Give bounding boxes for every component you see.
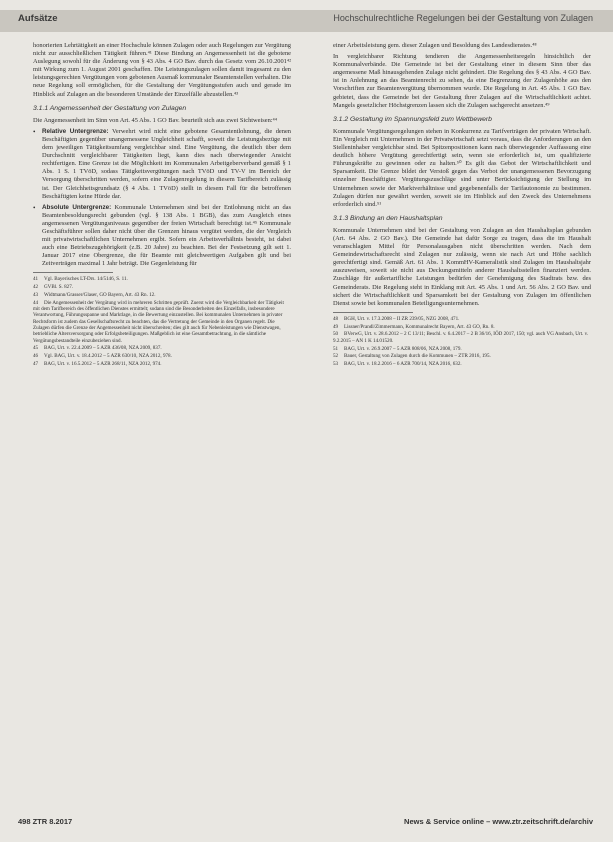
bullet-text: Kommunale Unternehmen sind bei der Entlohnung nicht an das Beamtenbesoldungsrecht gebunden (vgl. § 138 Abs. 1 BGB), das zum Ausgleich eines angemessenen Vergütungsniveaus gegenüber der freien Wirtschaft berechtigt ist.⁴⁵ Kommunale Geschäftsführer sollen daher nicht über die Grenzen hinaus vergütet werden, die der Vergleich mit privatwirtschaftlichen Unternehmen ergibt. Sofern ein Arbeitsverhältnis besteht, ist dabei auch eine Betriebszugehörigkeit (z.B. 20 Jahre) zu beachten. Bei der Festsetzung gilt seit 1. Januar 2017 eine Obergrenze, die für Beamte mit gleichwertigen Aufgaben gilt und bei Zeitverträgen maximal 1 Jahr beträgt. Die Gegenleistung für <box>42 203 291 268</box>
paragraph: einer Arbeitsleistung gem. dieser Zulagen und Besoldung des Landesdienstes.⁴⁸ <box>333 42 537 49</box>
footnote-text: BGH, Urt. v. 17.3.2008 – II ZR 239/05, NZG 2008, 471. <box>344 315 460 322</box>
page-number-journal: 498 ZTR 8.2017 <box>18 817 73 826</box>
footnote <box>333 316 591 322</box>
paragraph: Kommunale Unternehmen sind bei der Gestaltung von Zulagen an den Haushaltsplan gebunden (Art. 64 Abs. 2 GO Bav.). Die Gemeinde hat dafür Sorge zu tragen, dass die im Haushalt veranschlagten Mittel für Personalausgaben nicht überschritten werden. Nach dem Gemeindewirtschaftsrecht sind Zulagen nur zulässig, wenn sie nach Art und Höhe sachlich gerechtfertigt sind. Gemäß Art. 61 Abs. 1 KommHV-Kameralistik sind Zulagen im Haushaltsjahr auszuweisen, soweit sie nicht aus Deckungsmitteln anderer Haushaltsstellen finanziert werden. Zuschläge für außertarifliche Leistungen bedürfen der Genehmigung des Stadtrats bzw. des Gemeinderats. Die Regelung steht in Einklang mit Art. 45 Abs. 1 und Art. 56 Abs. 2 GO Bav. und sichert die Wirtschaftlichkeit und Sparsamkeit bei der Gestaltung von Zulagen im öffentlichen Dienst sowie bei kommunalen Beteiligungsunternehmen. <box>333 226 591 307</box>
footnote-text: Vgl. BAG, Urt. v. 18.4.2012 – 5 AZR 630/10, NZA 2012, 978. <box>44 353 172 360</box>
footnote <box>333 346 591 352</box>
footnote <box>333 324 591 330</box>
footnote <box>33 361 291 367</box>
footnote-text: BAG, Urt. v. 22.4.2009 – 5 AZR 436/08, NZA 2009, 837. <box>44 345 162 352</box>
bullet-text: Verwehrt wird nicht eine gebotene Gesamtentlohnung, die denen Beschäftigten gegenüber unangemessene Ungleichheit schafft, soweit die Leistungsbezüge mit dem jeweiligen Tätigkeitsumfang vergleichbar sind. Eine Vergütung, die deutlich über dem Durchschnitt vergleichbarer Tätigkeiten liegt, kann dies nach überwiegender Ansicht rechtfertigen. Eine Grenze ist die Möglichkeit im Kommunalen Arbeitgeberverband gemäß § 1 Abs. 1 S. 1 TVöD, sodass Tätigkeitsvergütungen nach TVöD und TV-V im Bereich der Versorgung überschritten werden, sofern eine Zulagenregelung in diesem Tarifbereich zulässig ist. Der Gleichheitsgrundsatz (§ 4 Abs. 1 TVöD) stellt in diesem Fall für die betroffenen Beschäftigten keine Hürde dar. <box>42 127 291 200</box>
footnote-number: 46 <box>33 353 39 360</box>
footnote <box>33 353 291 359</box>
footnote-number: 53 <box>333 361 339 368</box>
footnote-number: 48 <box>333 315 339 322</box>
bullet-heading: Absolute Untergrenze: <box>42 203 112 211</box>
footnote-divider <box>33 272 113 273</box>
footnote-text: BVerwG, Urt. v. 28.6.2012 – 2 C 13/11; Beschl. v. 6.4.2017 – 2 B 36/16, IÖD 2017, 150; vgl. auch VG Ansbach, Urt. v. 9.2.2015 – AN 1 K 14.01520. <box>333 331 589 344</box>
footnote <box>333 331 591 344</box>
footnote-text: BAG, Urt. v. 18.2.2016 – 6 AZR 700/14, NZA 2016, 632. <box>344 361 462 368</box>
footnote-number: 50 <box>333 331 339 338</box>
footnote-number: 42 <box>33 284 39 291</box>
footer-link[interactable]: News & Service online – www.ztr.zeitschrift.de/archiv <box>404 817 593 826</box>
section-heading: 3.1.2 Gestaltung im Spannungsfeld zum Wettbewerb <box>333 115 492 123</box>
bullet-item <box>33 204 291 269</box>
footnote-text: BAG, Urt. v. 26.9.2007 – 5 AZR 808/06, NZA 2008, 179. <box>344 345 462 352</box>
paragraph: Kommunale Vergütungsregelungen stehen in Konkurrenz zu Tarifverträgen der privaten Wirtschaft. Ein Vergleich mit Unternehmen in der Privatwirtschaft setzt voraus, dass die Anforderungen an den Stelleninhaber vergleichbar sind. Bei Spitzenpositionen kann nach überwiegender Auffassung eine deutlich höhere Vergütung gerechtfertigt sein, wenn sie erforderlich ist, um qualifizierte Führungskräfte zu gewinnen oder zu halten.⁵⁰ Es gilt das Gebot der Wirtschaftlichkeit und Sparsamkeit. Die Grenze bildet der Verstoß gegen das Verbot der unangemessenen Bevorzugung einzelner Beschäftigter. Vergütungszuschläge sind unter Berücksichtigung der Stellung im Unternehmen sowie der Marktverhältnisse und gegebenenfalls der Tarifautonomie zu bestimmen. Zulagen dürfen nur gewährt werden, soweit sie im Hinblick auf den Zweck des Unternehmens erforderlich sind.⁵¹ <box>333 127 591 208</box>
footnote-text: Lissner/Prandl/Zimmermann, Kommunalrecht Bayern, Art. 43 GO, Rn. 8. <box>344 323 495 330</box>
section-heading: 3.1.3 Bindung an den Haushaltsplan <box>333 214 443 222</box>
footnote-text: BAG, Urt. v. 16.5.2012 – 5 AZR 268/11, NZA 2012, 974. <box>44 361 162 367</box>
footnote <box>33 284 291 290</box>
footnote-number: 52 <box>333 353 339 360</box>
footnote <box>333 353 591 359</box>
footnote-text: Vgl. Bayerisches LT-Drs. 14/5146, S. 11. <box>44 276 128 283</box>
footnote-text: Die Angemessenheit der Vergütung wird in mehreren Schritten geprüft. Zuerst wird die Vergleichbarkeit der Tätigkeit mit dem Tarifbereich des öffentlichen Dienstes ermittelt; sodann sind die Besonderheiten des Einzelfalls, insbesondere Verantwortung, Führungsspanne und Marktlage, in die Bewertung einzustellen. Bei kommunalen Unternehmen in privater Rechtsform ist zudem das Gesellschaftsrecht zu beachten, das die Vertretung der Gemeinde in den Organen regelt. Die Zulagen dürfen die Grenze der Angemessenheit nicht überschreiten; dies gilt auch für Nebenleistungen wie Dienstwagen, betriebliche Altersversorgung oder Erfolgsbeteiligungen. Maßgeblich ist eine Gesamtbetrachtung, in die sämtliche Vergütungsbestandteile einzubeziehen sind. <box>33 299 284 344</box>
footnote-divider <box>333 312 413 313</box>
footnote-number: 45 <box>33 345 39 352</box>
bullet-heading: Relative Untergrenze: <box>42 127 109 135</box>
footnote-number: 41 <box>33 276 39 283</box>
footnote-number: 49 <box>333 323 339 330</box>
paragraph: honorierten Lehrtätigkeit an einer Hochschule können Zulagen oder auch Regelungen zur Vergütung nicht zur ausschließlichen Tätigkeit führen.⁴¹ Diese Bindung an Angemessenheit ist die gebotene Auslegung sowohl für die Änderung von § 43 Abs. 4 GO Bav. durch das Gesetz vom 26.10.2001⁴² mit Wirkung zum 1. August 2001 geschaffen. Die Leistungszulagen sollen damit insgesamt zu den leistungsgerechten Vergütungen vom gebotenen Ausmaß kommunaler Beamtenstellen verhalten. Die neue Regelung soll ermöglichen, für die Gestaltung der Vergütungsstufen auch und gerade im Hinblick auf Zulagen an die besonderen Umstände der Einzelfälle abzustellen.⁴³ <box>33 42 291 98</box>
footnote <box>33 276 291 282</box>
footnote <box>33 292 291 298</box>
footnotes-right <box>333 316 591 368</box>
footnotes-left <box>33 276 291 367</box>
footnote <box>33 300 291 344</box>
footnote-text: Widtmann/Grasser/Glaser, GO Bayern, Art. 43 Rn. 12. <box>44 292 156 299</box>
paragraph: Die Angemessenheit im Sinn von Art. 45 Abs. 1 GO Bav. beurteilt sich aus zwei Sichtweisen:⁴⁴ <box>33 116 278 124</box>
footnote-number: 43 <box>33 292 39 299</box>
footnote-text: Bauer, Gestaltung von Zulagen durch die Kommunen – ZTR 2016, 195. <box>344 353 491 360</box>
footnote <box>33 345 291 351</box>
section-label: Aufsätze <box>18 13 58 24</box>
footnote-number: 44 <box>33 299 39 306</box>
footnote-text: GVBl. S. 827. <box>44 284 74 291</box>
paragraph: In vergleichbarer Richtung tendieren die Angemessenheitsregeln hinsichtlich der Kommunalverbände. Die Gemeinde ist bei der Gestaltung einer in diesem Sinn über das angemessene Maß hinausgehenden Zulage nicht gehindert. Die Regelung des § 43 Abs. 4 GO Bav. ist in Anlehnung an das Beamtenrecht zu sehen, da eine Begrenzung der Zulagenhöhe aus den Vorschriften zur Beamtenvergütung übernommen wurde. Die Regelung in Art. 45 Abs. 1 GO Bav. gebietet, dass die Gemeinde bei der Gestaltung ihrer Zulagen auf die Wirtschaftlichkeit achtet. Mangels gesetzlicher Höchstgrenzen lassen sich die Zulagen sachgerecht ansetzen.⁴⁹ <box>333 53 591 109</box>
running-title: Hochschulrechtliche Regelungen bei der Gestaltung von Zulagen <box>333 13 593 23</box>
bullet-item <box>33 128 291 201</box>
footnote-number: 47 <box>33 361 39 367</box>
section-heading: 3.1.1 Angemessenheit der Gestaltung von Zulagen <box>33 104 187 112</box>
right-column <box>333 42 591 369</box>
left-column <box>33 42 291 369</box>
footnote <box>333 361 591 367</box>
footnote-number: 51 <box>333 345 339 352</box>
